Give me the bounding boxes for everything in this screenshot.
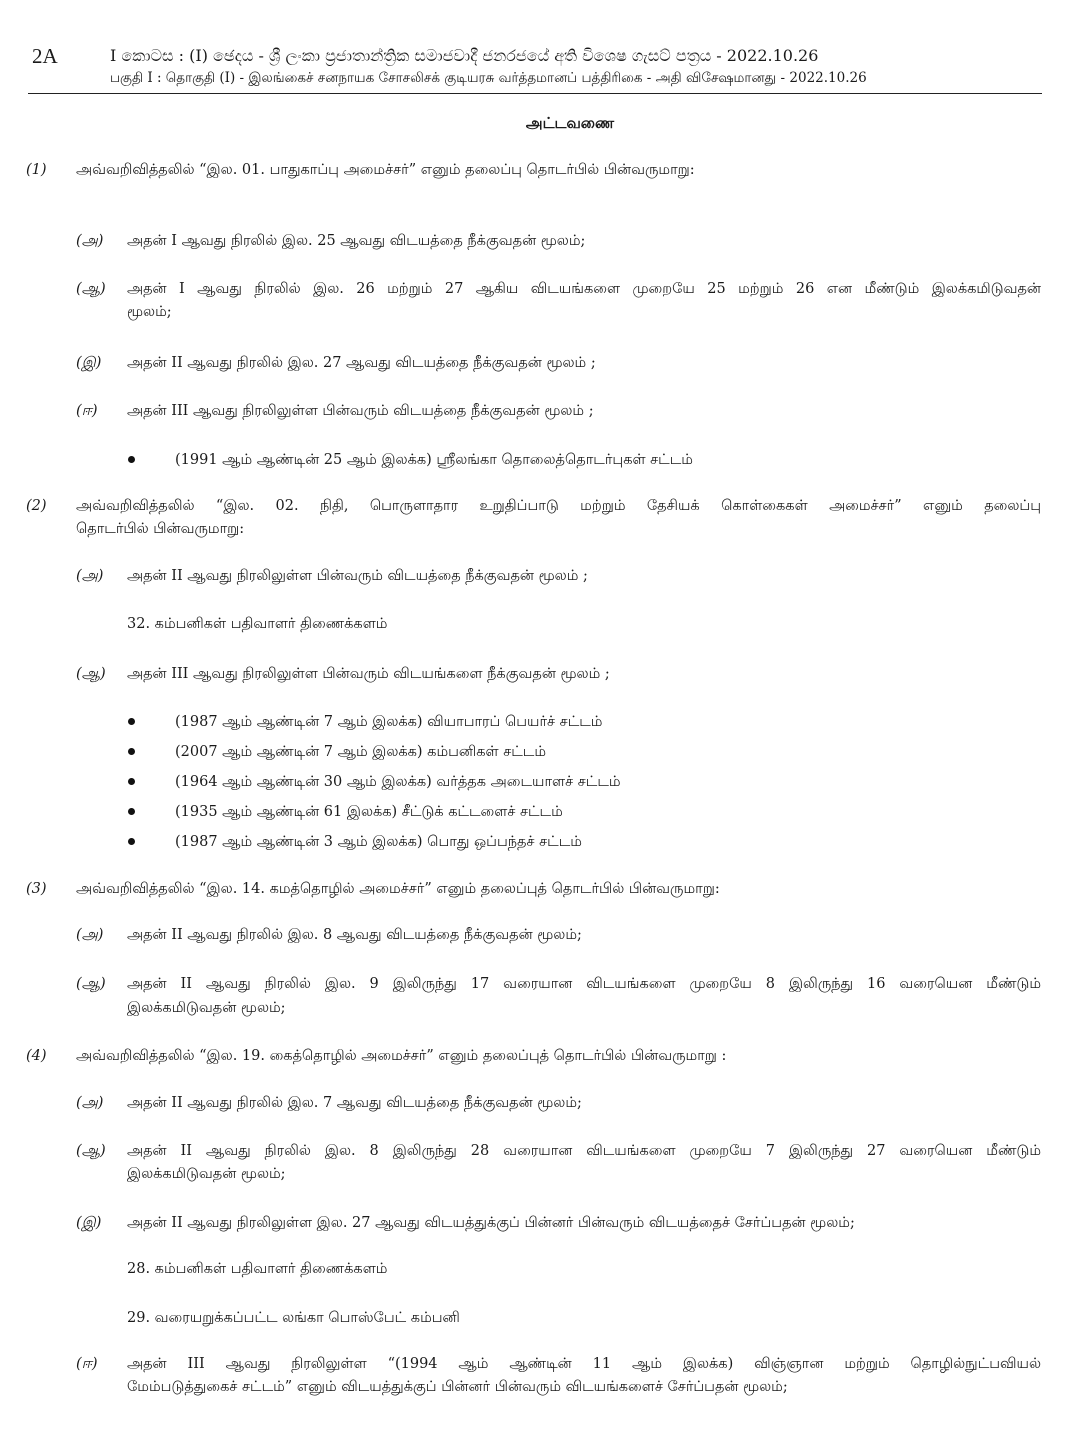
- s4-a-text: அதன் II ஆவது நிரலில் இல. 7 ஆவது விடயத்தை நீக்குவதன் மூலம்;: [127, 1095, 582, 1111]
- s2-bullet-3: (1964 ஆம் ஆண்டின் 30 ஆம் இலக்க) வர்த்தக அடையாளச் சட்டம்: [175, 774, 621, 790]
- bullet-icon: [128, 808, 135, 815]
- s1-bullet-1: (1991 ஆம் ஆண்டின் 25 ஆம் இலக்க) ஸ்ரீலங்கா தொலைத்தொடர்புகள் சட்டம்: [175, 452, 693, 468]
- s1-d-text: அதன் III ஆவது நிரலிலுள்ள பின்வரும் விடயத்தை நீக்குவதன் மூலம் ;: [127, 403, 594, 419]
- bullet-icon: [128, 456, 135, 463]
- s4-d-mark: (ஈ): [76, 1356, 98, 1372]
- s3-b-line2: இலக்கமிடுவதன் மூலம்;: [127, 1000, 286, 1016]
- s2-item-32: 32. கம்பனிகள் பதிவாளர் திணைக்களம்: [127, 616, 388, 632]
- s4-c-text: அதன் II ஆவது நிரலிலுள்ள இல. 27 ஆவது விடயத்துக்குப் பின்னர் பின்வரும் விடயத்தைச் சேர்ப்பதன் மூலம்;: [127, 1215, 855, 1231]
- section-4-intro: அவ்வறிவித்தலில் “இல. 19. கைத்தொழில் அமைச்சர்” எனும் தலைப்புத் தொடர்பில் பின்வருமாறு :: [76, 1048, 727, 1064]
- s4-item-29: 29. வரையறுக்கப்பட்ட லங்கா பொஸ்பேட் கம்பனி: [127, 1310, 460, 1326]
- header-rule: [28, 93, 1042, 94]
- s1-d-mark: (ஈ): [76, 403, 98, 419]
- s4-a-mark: (அ): [76, 1095, 104, 1111]
- section-1-number: (1): [26, 162, 47, 178]
- bullet-icon: [128, 838, 135, 845]
- s1-c-text: அதன் II ஆவது நிரலில் இல. 27 ஆவது விடயத்தை நீக்குவதன் மூலம் ;: [127, 355, 596, 371]
- s2-b-text: அதன் III ஆவது நிரலிலுள்ள பின்வரும் விடயங்களை நீக்குவதன் மூலம் ;: [127, 666, 610, 682]
- page-title: அட்டவணை: [525, 114, 615, 132]
- s1-b-line1: அதன் I ஆவது நிரலில் இல. 26 மற்றும் 27 ஆகிய விடயங்களை முறையே 25 மற்றும் 26 என மீண்டும் இலக்கமிடுவதன்: [127, 281, 1041, 297]
- s2-a-mark: (அ): [76, 568, 104, 584]
- s1-b-mark: (ஆ): [76, 281, 106, 297]
- s1-a-text: அதன் I ஆவது நிரலில் இல. 25 ஆவது விடயத்தை நீக்குவதன் மூலம்;: [127, 233, 586, 249]
- s4-d-line2: மேம்படுத்துகைச் சட்டம்” எனும் விடயத்துக்குப் பின்னர் பின்வரும் விடயங்களைச் சேர்ப்பதன் மூலம்;: [127, 1379, 788, 1395]
- s1-c-mark: (இ): [76, 355, 102, 371]
- s2-b-mark: (ஆ): [76, 666, 106, 682]
- s2-bullet-1: (1987 ஆம் ஆண்டின் 7 ஆம் இலக்க) வியாபாரப் பெயர்ச் சட்டம்: [175, 714, 603, 730]
- header-tamil: பகுதி I : தொகுதி (I) - இலங்கைச் சனநாயக சோசலிசக் குடியரசு வர்த்தமானப் பத்திரிகை - அதி விசேஷமானது - 2022.10.26: [110, 70, 867, 86]
- s4-b-mark: (ஆ): [76, 1143, 106, 1159]
- s4-item-28: 28. கம்பனிகள் பதிவாளர் திணைக்களம்: [127, 1261, 388, 1277]
- s1-a-mark: (அ): [76, 233, 104, 249]
- s2-bullet-2: (2007 ஆம் ஆண்டின் 7 ஆம் இலக்க) கம்பனிகள் சட்டம்: [175, 744, 547, 760]
- bullet-icon: [128, 748, 135, 755]
- s4-c-mark: (இ): [76, 1215, 102, 1231]
- header-sinhala: I කොටස : (I) ඡෙදය - ශ්‍රී ලංකා ප්‍රජාතාන්ත්‍රික සමාජවාදී ජනරජයේ අති විශෙෂ ගැසට් පත්‍රය - 2022.10.26: [110, 46, 819, 65]
- s1-b-line2: மூலம்;: [127, 304, 172, 320]
- s3-b-line1: அதன் II ஆவது நிரலில் இல. 9 இலிருந்து 17 வரையான விடயங்களை முறையே 8 இலிருந்து 16 வரையென மீண்டும்: [127, 976, 1041, 992]
- section-3-number: (3): [26, 881, 47, 897]
- section-2-intro-line2: தொடர்பில் பின்வருமாறு:: [76, 521, 245, 537]
- s3-b-mark: (ஆ): [76, 976, 106, 992]
- bullet-icon: [128, 718, 135, 725]
- section-1-intro: அவ்வறிவித்தலில் “இல. 01. பாதுகாப்பு அமைச்சர்” எனும் தலைப்பு தொடர்பில் பின்வருமாறு:: [76, 162, 695, 178]
- s2-bullet-4: (1935 ஆம் ஆண்டின் 61 இலக்க) சீட்டுக் கட்டளைச் சட்டம்: [175, 804, 563, 820]
- s3-a-mark: (அ): [76, 927, 104, 943]
- s2-bullet-5: (1987 ஆம் ஆண்டின் 3 ஆம் இலக்க) பொது ஒப்பந்தச் சட்டம்: [175, 834, 582, 850]
- section-2-number: (2): [26, 498, 47, 514]
- bullet-icon: [128, 778, 135, 785]
- section-4-number: (4): [26, 1048, 47, 1064]
- section-3-intro: அவ்வறிவித்தலில் “இல. 14. கமத்தொழில் அமைச்சர்” எனும் தலைப்புத் தொடர்பில் பின்வருமாறு:: [76, 881, 720, 897]
- s4-d-line1: அதன் III ஆவது நிரலிலுள்ள “(1994 ஆம் ஆண்டின் 11 ஆம் இலக்க) விஞ்ஞான மற்றும் தொழில்நுட்பவியல்: [127, 1356, 1041, 1372]
- s3-a-text: அதன் II ஆவது நிரலில் இல. 8 ஆவது விடயத்தை நீக்குவதன் மூலம்;: [127, 927, 582, 943]
- s4-b-line1: அதன் II ஆவது நிரலில் இல. 8 இலிருந்து 28 வரையான விடயங்களை முறையே 7 இலிருந்து 27 வரையென மீண்டும்: [127, 1143, 1041, 1159]
- s4-b-line2: இலக்கமிடுவதன் மூலம்;: [127, 1166, 286, 1182]
- page-number: 2A: [32, 44, 58, 68]
- s2-a-text: அதன் II ஆவது நிரலிலுள்ள பின்வரும் விடயத்தை நீக்குவதன் மூலம் ;: [127, 568, 588, 584]
- section-2-intro-line1: அவ்வறிவித்தலில் “இல. 02. நிதி, பொருளாதார உறுதிப்பாடு மற்றும் தேசியக் கொள்கைகள் அமைச்சர்” எனும் தலைப்பு: [76, 498, 1041, 514]
